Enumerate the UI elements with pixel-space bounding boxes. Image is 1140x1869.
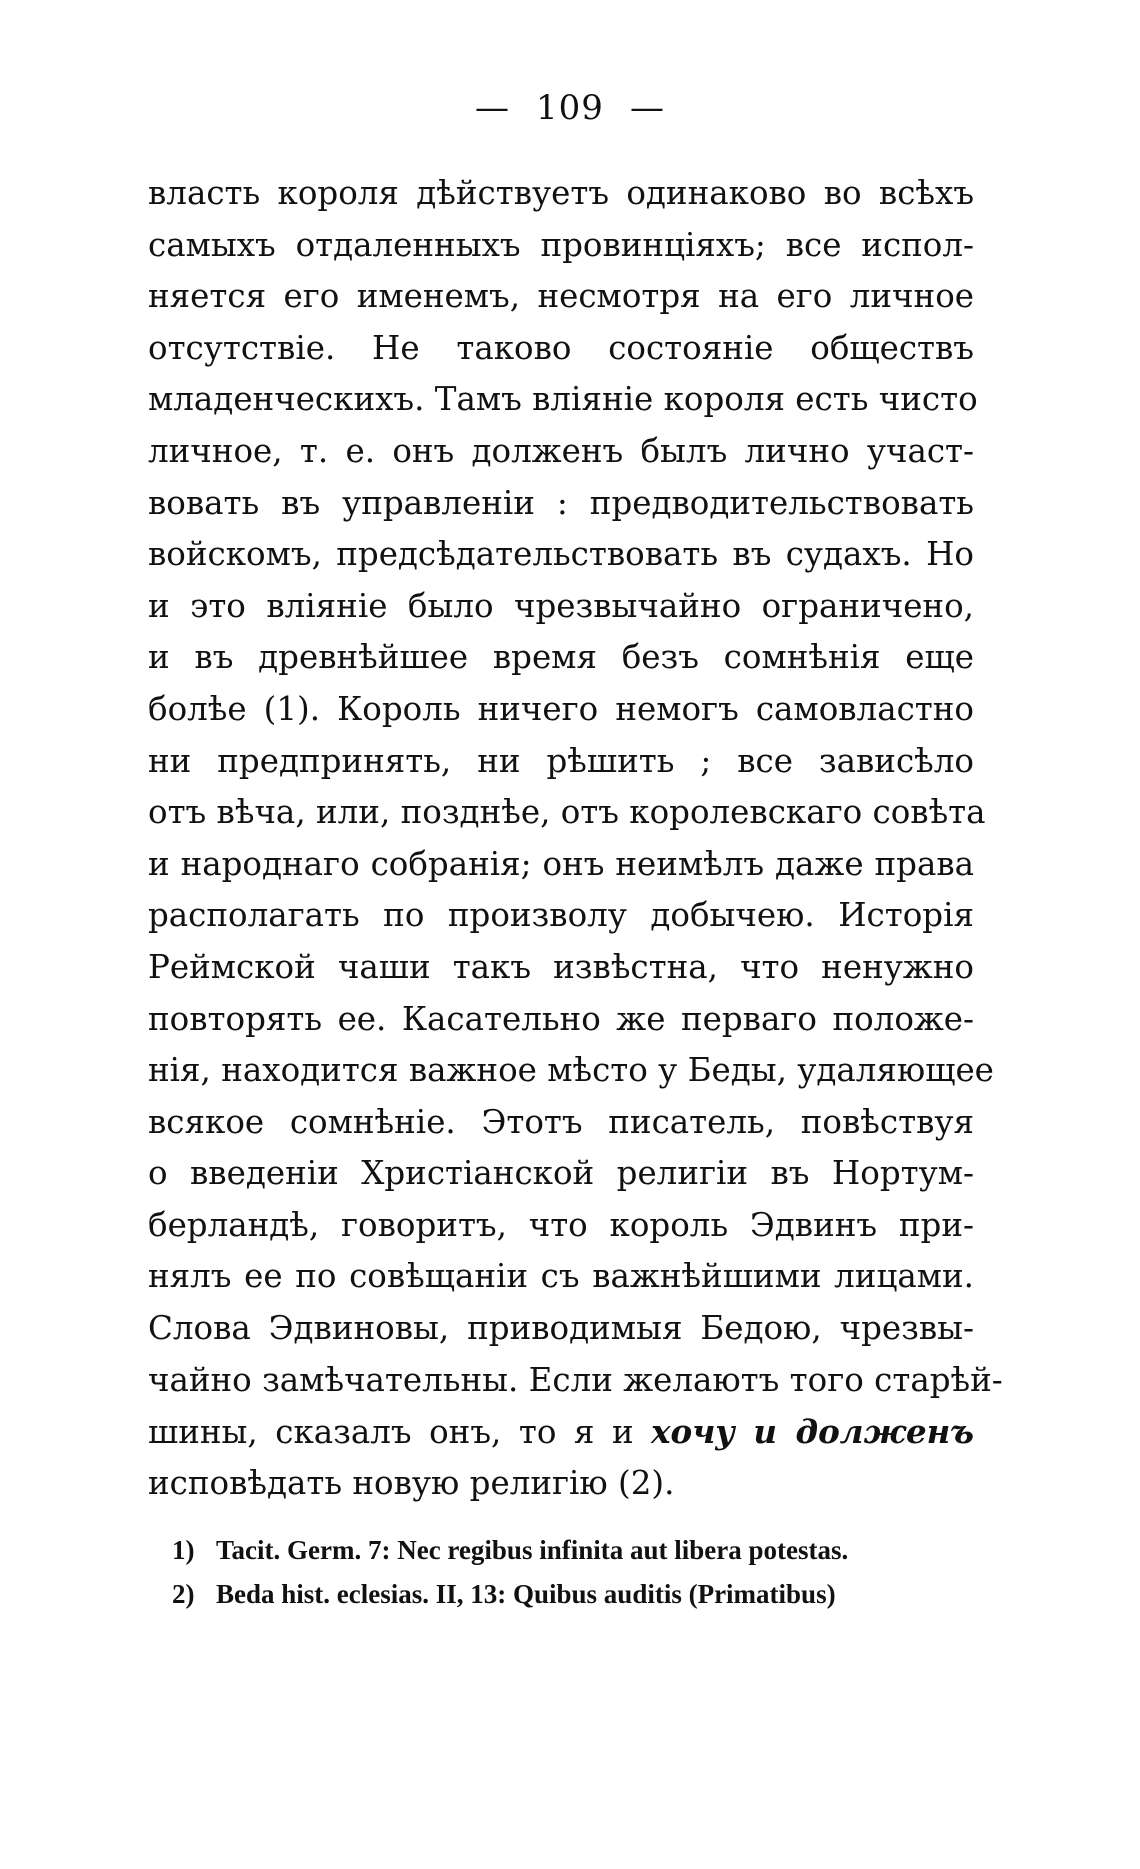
text-line: ни предпринять, ни рѣшить ; все зависѣло xyxy=(148,741,974,780)
page-header xyxy=(0,88,1140,128)
footnote-text: Beda hist. eclesias. II, 13: Quibus auditis (Primatibus) xyxy=(216,1579,836,1609)
text-line: Слова Эдвиновы, приводимыя Бедою, чрезвы- xyxy=(148,1309,974,1348)
text-line-part: шины, сказалъ онъ, то я и xyxy=(148,1413,652,1452)
text-line: и въ древнѣйшее время безъ сомнѣнія еще xyxy=(148,638,974,677)
text-line: о введеніи Христіанской религіи въ Нортум- xyxy=(148,1154,974,1193)
text-line-last: исповѣдать новую религію (2). xyxy=(148,1463,675,1502)
text-line: нялъ ее по совѣщаніи съ важнѣйшими лицами. xyxy=(148,1257,974,1296)
text-line: самыхъ отдаленныхъ провинціяхъ; все испол- xyxy=(148,225,974,264)
text-line: чайно замѣчательны. Если желаютъ того старѣй- xyxy=(148,1360,1003,1399)
text-line: болѣе (1). Король ничего немогъ самовластно xyxy=(148,689,974,728)
text-line: отсутствіе. Не таково состояніе обществъ xyxy=(148,328,974,367)
footnote-text: Tacit. Germ. 7: Nec regibus infinita aut libera potestas. xyxy=(216,1535,849,1565)
text-line: войскомъ, предсѣдательствовать въ судахъ. Но xyxy=(148,535,974,574)
header-dash-left: — xyxy=(475,88,511,128)
text-line: отъ вѣча, или, позднѣе, отъ королевскаго совѣта xyxy=(148,793,986,832)
text-line: нія, находится важное мѣсто у Беды, удаляющее xyxy=(148,1051,994,1090)
footnote-number: 2) xyxy=(172,1579,195,1609)
page-number: 109 xyxy=(536,88,604,128)
text-line: вовать въ управленіи : предводительствовать xyxy=(148,483,974,522)
text-line: Реймской чаши такъ извѣстна, что ненужно xyxy=(148,947,974,986)
main-text xyxy=(148,168,1003,1509)
footnotes xyxy=(172,1528,972,1616)
footnote xyxy=(172,1528,972,1572)
footnote xyxy=(172,1572,972,1616)
text-line: и это вліяніе было чрезвычайно ограничено, xyxy=(148,586,974,625)
emphasized-phrase: хочу и долженъ xyxy=(651,1412,975,1452)
text-line: всякое сомнѣніе. Этотъ писатель, повѣствуя xyxy=(148,1102,974,1141)
text-line: берландѣ, говоритъ, что король Эдвинъ при- xyxy=(148,1205,974,1244)
text-line: личное, т. е. онъ долженъ былъ лично участ- xyxy=(148,431,974,470)
text-line: и народнаго собранія; онъ неимѣлъ даже права xyxy=(148,844,974,883)
text-line: власть короля дѣйствуетъ одинаково во всѣхъ xyxy=(148,174,974,212)
text-line: повторять ее. Касательно же перваго положе- xyxy=(148,999,974,1038)
text-line-with-emphasis xyxy=(148,1406,974,1458)
footnote-number: 1) xyxy=(172,1535,195,1565)
text-line: располагать по произволу добычею. Исторія xyxy=(148,896,974,935)
text-line: няется его именемъ, несмотря на его личное xyxy=(148,277,974,316)
header-dash-right: — xyxy=(629,88,665,128)
text-line: младенческихъ. Тамъ вліяніе короля есть чисто xyxy=(148,380,978,419)
